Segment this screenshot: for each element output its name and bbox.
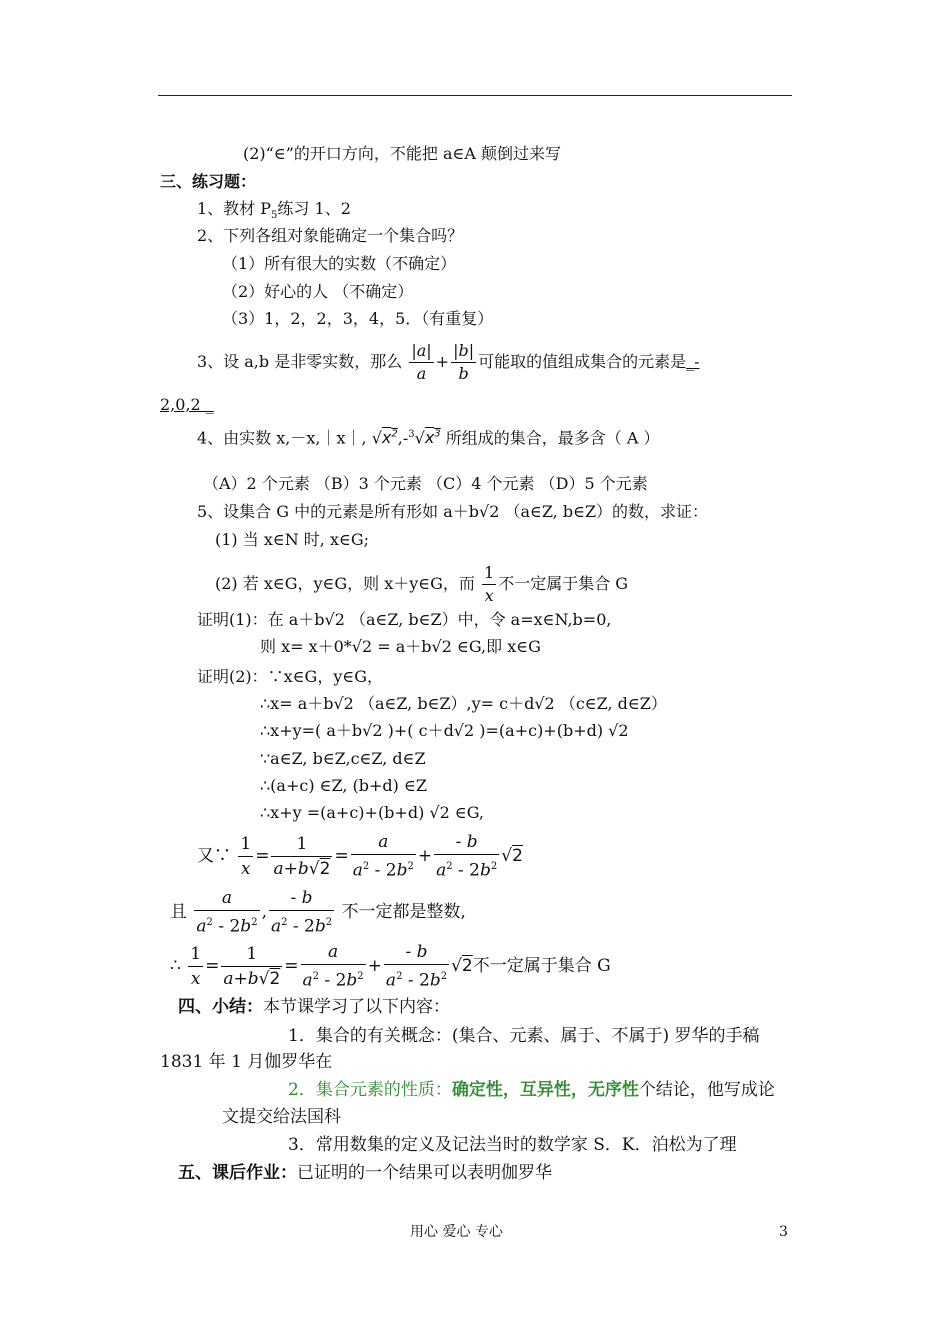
fraction-1-over-x: $\frac{1}{x}$	[484, 563, 495, 605]
proof-2-line-3: ∴x+y=( a＋b√2 )+( c＋d√2 )=(a+c)+(b+d) √2	[260, 721, 629, 740]
exercise-1-text: 1、教材 P	[197, 199, 272, 218]
fraction-a-over-denom: $\frac{a}{a^2 - 2b^2}$	[352, 832, 414, 881]
exercise-5-part-2-text: (2) 若 x∈G，y∈G，则 x＋y∈G，而	[215, 574, 475, 593]
equation-2-prefix: 且	[170, 901, 187, 922]
equation-1-prefix: 又∵	[197, 845, 231, 866]
exercise-2-item-3: （3）1，2，2，3，4，5．（有重复）	[222, 309, 494, 328]
exercise-5-part-1: (1) 当 x∈N 时, x∈G;	[215, 530, 370, 549]
summary-item-1: 1．集合的有关概念：(集合、元素、属于、不属于) 罗华的手稿	[288, 1026, 760, 1046]
exercise-3-answer-cont: 2,0,2 _	[160, 395, 214, 414]
summary-item-2-tail: 个结论，他写成论	[638, 1080, 775, 1100]
exercise-4-text: 4、由实数 x,－x,｜x｜,	[197, 428, 367, 448]
sqrt-x2: $√x^2$	[371, 428, 398, 448]
exercise-3: 3、设 a,b 是非零实数，那么 $\frac{|a|}{a}$ + $\frac{|b|}{b}$ 可能取的值组成集合的元素是_-	[197, 341, 700, 383]
exercise-5-part-2	[215, 562, 628, 607]
exercise-5: 5、设集合 G 中的元素是所有形如 a＋b√2 （a∈Z, b∈Z）的数，求证：	[197, 502, 709, 521]
exercise-1-text-b: 练习 1、2	[277, 199, 351, 218]
proof-2-line-2: ∴x= a＋b√2 （a∈Z, b∈Z）,y= c＋d√2 （c∈Z, d∈Z）	[260, 694, 667, 713]
summary-intro: 本节课学习了以下内容：	[263, 997, 450, 1017]
footer-center: 用心 爱心 专心	[410, 1224, 503, 1240]
page-number: 3	[779, 1224, 788, 1240]
equation-2-suffix: 不一定都是整数,	[341, 901, 466, 922]
summary-item-1-cont: 1831 年 1 月伽罗华在	[160, 1052, 333, 1072]
equation-3-suffix: 不一定属于集合 G	[472, 955, 611, 976]
cbrt-x3: $√x^3$	[414, 428, 441, 448]
summary-item-2-properties: 确定性，互异性，无序性	[451, 1080, 639, 1100]
proof-1-line-1: 证明(1)：在 a＋b√2 （a∈Z, b∈Z）中，令 a=x∈N,b=0,	[197, 610, 612, 629]
fraction-abs-a: $\frac{|a|}{a}$	[411, 341, 432, 383]
exercise-1	[197, 199, 351, 226]
homework-text: 已证明的一个结果可以表明伽罗华	[297, 1163, 552, 1183]
equation-3: ∴ $\frac{1}{x}$ = $\frac{1}{a+b√2}$ = $\frac{a}{a^2 - 2b^2}$ + $\frac{- b}{a^2 - 2b^2}$ √2不一定属于集合 G	[170, 942, 611, 991]
proof-2-line-6: ∴x+y =(a+c)+(b+d) √2 ∈G,	[260, 803, 484, 822]
exercise-2-item-1: （1）所有很大的实数（不确定）	[222, 254, 457, 273]
fraction-a-over-denom: $\frac{a}{a^2 - 2b^2}$	[302, 942, 364, 991]
section-heading-homework: 五、课后作业：	[178, 1163, 297, 1183]
summary-item-2-label: 2．集合元素的性质：	[288, 1080, 452, 1100]
section-heading-summary: 四、小结：	[178, 997, 263, 1017]
exercise-4-text-b: 所组成的集合，最多含（ A ）	[445, 428, 660, 448]
fraction-neg-b-over-denom: $\frac{- b}{a^2 - 2b^2}$	[436, 832, 498, 881]
exercise-4: 4、由实数 x,－x,｜x｜, $√x^2,-^3√x^3$ 所组成的集合，最多含（ A ）	[197, 428, 660, 448]
equation-3-prefix: ∴	[170, 955, 181, 976]
header-rule	[158, 95, 792, 96]
proof-2-line-1: 证明(2)：∵x∈G，y∈G，	[197, 667, 383, 686]
equation-1: 又∵ $\frac{1}{x}$ = $\frac{1}{a+b√2}$ = $\frac{a}{a^2 - 2b^2}$ + $\frac{- b}{a^2 - 2b^2}$ √2	[197, 832, 523, 881]
fraction-1-over-x: $\frac{1}{x}$	[240, 833, 252, 879]
exercise-5-part-2-text-b: 不一定属于集合 G	[498, 574, 629, 593]
fraction-neg-b-over-denom: $\frac{- b}{a^2 - 2b^2}$	[270, 888, 333, 937]
section-heading-exercises: 三、练习题：	[160, 172, 257, 191]
summary-item-2-cont: 文提交给法国科	[222, 1107, 341, 1127]
exercise-3-answer: _-	[686, 352, 700, 371]
fraction-abs-b: $\frac{|b|}{b}$	[453, 341, 475, 383]
equation-2: 且 $\frac{a}{a^2 - 2b^2}$ , $\frac{- b}{a^2 - 2b^2}$ 不一定都是整数,	[170, 888, 466, 937]
exercise-1-sub: 5	[271, 210, 278, 222]
exercise-2: 2、下列各组对象能确定一个集合吗？	[197, 226, 464, 245]
fraction-1-over-x: $\frac{1}{x}$	[190, 943, 202, 989]
exercise-3-text: 3、设 a,b 是非零实数，那么	[197, 352, 403, 371]
fraction-a-over-denom: $\frac{a}{a^2 - 2b^2}$	[196, 888, 258, 937]
fraction-neg-b-over-denom: $\frac{- b}{a^2 - 2b^2}$	[385, 942, 448, 991]
exercise-3-text-b: 可能取的值组成集合的元素是	[478, 352, 687, 371]
fraction-1-over-denom: $\frac{1}{a+b√2}$	[273, 833, 331, 879]
exercise-2-item-2: （2）好心的人 （不确定）	[222, 282, 414, 301]
summary-item-3: 3．常用数集的定义及记法当时的数学家 S．K．泊松为了理	[288, 1135, 737, 1155]
fraction-1-over-denom: $\frac{1}{a+b√2}$	[223, 943, 281, 989]
summary-item-2	[288, 1080, 775, 1100]
exercise-4-options: （A）2 个元素 （B）3 个元素 （C）4 个元素 （D）5 个元素	[203, 474, 648, 493]
section-summary	[178, 997, 450, 1017]
proof-2-line-4: ∵a∈Z, b∈Z,c∈Z, d∈Z	[260, 749, 426, 768]
proof-2-line-5: ∴(a+c) ∈Z, (b+d) ∈Z	[260, 776, 427, 795]
proof-1-line-2: 则 x= x＋0*√2 = a＋b√2 ∈G,即 x∈G	[260, 637, 541, 656]
section-homework	[178, 1163, 552, 1183]
note-line: (2)“∈”的开口方向，不能把 a∈A 颠倒过来写	[243, 144, 561, 163]
